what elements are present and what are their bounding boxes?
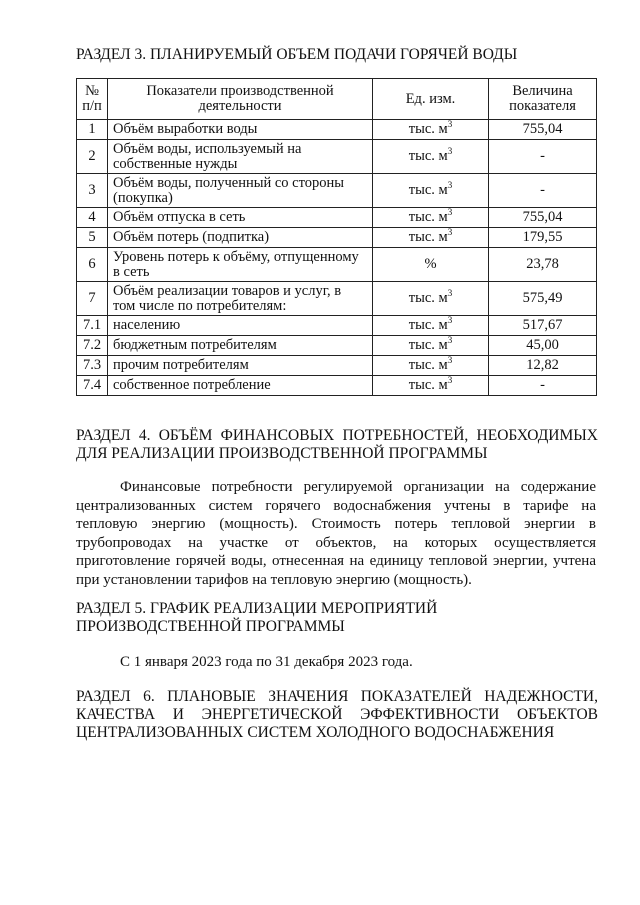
table-row xyxy=(77,316,597,336)
row-number: 7.4 xyxy=(77,376,108,396)
paragraph-line: при установлении тарифов на тепловую энергию (мощность). xyxy=(76,571,472,588)
row-number: 7.3 xyxy=(77,356,108,376)
row-indicator-name: прочим потребителям xyxy=(108,356,373,376)
row-unit xyxy=(373,120,489,140)
unit-text: тыс. м xyxy=(408,121,448,137)
row-indicator-name: бюджетным потребителям xyxy=(108,336,373,356)
paragraph-line: трубопроводах на участке от объектов, на которых осуществляется xyxy=(76,534,596,551)
table-row xyxy=(77,228,597,248)
paragraph-line: Финансовые потребности регулируемой организации на содержание xyxy=(120,479,596,495)
unit-superscript: 3 xyxy=(447,180,453,190)
row-indicator-name: Уровень потерь к объёму, отпущенному в сеть xyxy=(108,248,373,282)
unit-text: тыс. м xyxy=(408,337,448,353)
unit-superscript: 3 xyxy=(447,355,453,365)
row-value: 517,67 xyxy=(489,316,597,336)
section4-title-line: ДЛЯ РЕАЛИЗАЦИИ ПРОИЗВОДСТВЕННОЙ ПРОГРАММЫ xyxy=(76,445,488,462)
section6-title-line: ЦЕНТРАЛИЗОВАННЫХ СИСТЕМ ХОЛОДНОГО ВОДОСНАБЖЕНИЯ xyxy=(76,724,555,741)
row-number: 7.2 xyxy=(77,336,108,356)
row-value: 755,04 xyxy=(489,208,597,228)
row-indicator-name: Объём потерь (подпитка) xyxy=(108,228,373,248)
header-value: Величина показателя xyxy=(489,79,597,120)
table-body xyxy=(77,120,597,396)
row-unit xyxy=(373,228,489,248)
schedule-text: С 1 января 2023 года по 31 декабря 2023 года. xyxy=(120,654,413,670)
table-row xyxy=(77,208,597,228)
table-row xyxy=(77,174,597,208)
unit-superscript: 3 xyxy=(447,375,453,385)
table-row xyxy=(77,356,597,376)
row-unit xyxy=(373,174,489,208)
unit-text: тыс. м xyxy=(408,357,448,373)
row-number: 6 xyxy=(77,248,108,282)
row-indicator-name: Объём выработки воды xyxy=(108,120,373,140)
row-number: 3 xyxy=(77,174,108,208)
row-value: 12,82 xyxy=(489,356,597,376)
row-indicator-name: Объём реализации товаров и услуг, в том числе по потребителям: xyxy=(108,282,373,316)
section5-text xyxy=(76,653,596,672)
row-number: 1 xyxy=(77,120,108,140)
table-row xyxy=(77,140,597,174)
section6-title xyxy=(76,688,598,742)
row-number: 2 xyxy=(77,140,108,174)
row-value: 45,00 xyxy=(489,336,597,356)
row-value: 755,04 xyxy=(489,120,597,140)
unit-text: тыс. м xyxy=(408,290,448,306)
row-value: - xyxy=(489,140,597,174)
table-row xyxy=(77,336,597,356)
row-value: - xyxy=(489,376,597,396)
header-num: № п/п xyxy=(77,79,108,120)
row-indicator-name: Объём воды, используемый на собственные нужды xyxy=(108,140,373,174)
table-row xyxy=(77,376,597,396)
row-unit xyxy=(373,316,489,336)
section3-title xyxy=(76,46,598,64)
table-row xyxy=(77,282,597,316)
row-unit xyxy=(373,208,489,228)
table-row xyxy=(77,120,597,140)
row-unit xyxy=(373,336,489,356)
section4-title xyxy=(76,427,598,463)
row-number: 5 xyxy=(77,228,108,248)
unit-text: тыс. м xyxy=(408,182,448,198)
paragraph-line: приготовление горячей воды, отнесенная на единицу тепловой энергии, учтена xyxy=(76,553,596,569)
row-number: 4 xyxy=(77,208,108,228)
unit-text: тыс. м xyxy=(408,377,448,393)
row-number: 7.1 xyxy=(77,316,108,336)
section3-title-text: РАЗДЕЛ 3. ПЛАНИРУЕМЫЙ ОБЪЕМ ПОДАЧИ ГОРЯЧЕЙ ВОДЫ xyxy=(76,46,518,63)
unit-superscript: 3 xyxy=(447,146,453,156)
unit-text: тыс. м xyxy=(408,229,448,245)
unit-superscript: 3 xyxy=(447,288,453,298)
section4-title-line: РАЗДЕЛ 4. ОБЪЁМ ФИНАНСОВЫХ ПОТРЕБНОСТЕЙ, НЕОБХОДИМЫХ xyxy=(76,427,598,444)
unit-text: % xyxy=(424,256,437,272)
hot-water-volume-table xyxy=(76,78,597,396)
section4-paragraph xyxy=(76,478,596,589)
row-indicator-name: населению xyxy=(108,316,373,336)
section6-title-line: КАЧЕСТВА И ЭНЕРГЕТИЧЕСКОЙ ЭФФЕКТИВНОСТИ ОБЪЕКТОВ xyxy=(76,706,598,723)
section5-title xyxy=(76,600,598,636)
table-row xyxy=(77,248,597,282)
table-header-row xyxy=(77,79,597,120)
section6-title-line: РАЗДЕЛ 6. ПЛАНОВЫЕ ЗНАЧЕНИЯ ПОКАЗАТЕЛЕЙ НАДЕЖНОСТИ, xyxy=(76,688,598,705)
unit-superscript: 3 xyxy=(447,227,453,237)
header-unit: Ед. изм. xyxy=(373,79,489,120)
row-value: 179,55 xyxy=(489,228,597,248)
row-unit xyxy=(373,376,489,396)
row-number: 7 xyxy=(77,282,108,316)
paragraph-line: тепловую энергию (мощность). Стоимость потерь тепловой энергии в xyxy=(76,516,596,532)
row-indicator-name: Объём отпуска в сеть xyxy=(108,208,373,228)
unit-superscript: 3 xyxy=(447,207,453,217)
row-value: 23,78 xyxy=(489,248,597,282)
row-unit xyxy=(373,140,489,174)
section5-title-line: РАЗДЕЛ 5. ГРАФИК РЕАЛИЗАЦИИ МЕРОПРИЯТИЙ xyxy=(76,600,438,617)
unit-text: тыс. м xyxy=(408,317,448,333)
section5-title-line: ПРОИЗВОДСТВЕННОЙ ПРОГРАММЫ xyxy=(76,618,345,635)
row-value: - xyxy=(489,174,597,208)
row-indicator-name: собственное потребление xyxy=(108,376,373,396)
row-unit xyxy=(373,356,489,376)
row-unit xyxy=(373,248,489,282)
paragraph-line: централизованных систем горячего водоснабжения учтены в тарифе на xyxy=(76,497,596,514)
unit-text: тыс. м xyxy=(408,148,448,164)
unit-superscript: 3 xyxy=(447,335,453,345)
row-value: 575,49 xyxy=(489,282,597,316)
unit-superscript: 3 xyxy=(447,315,453,325)
unit-text: тыс. м xyxy=(408,209,448,225)
row-unit xyxy=(373,282,489,316)
header-indicator: Показатели производственной деятельности xyxy=(108,79,373,120)
unit-superscript: 3 xyxy=(447,119,453,129)
row-indicator-name: Объём воды, полученный со стороны (покупка) xyxy=(108,174,373,208)
